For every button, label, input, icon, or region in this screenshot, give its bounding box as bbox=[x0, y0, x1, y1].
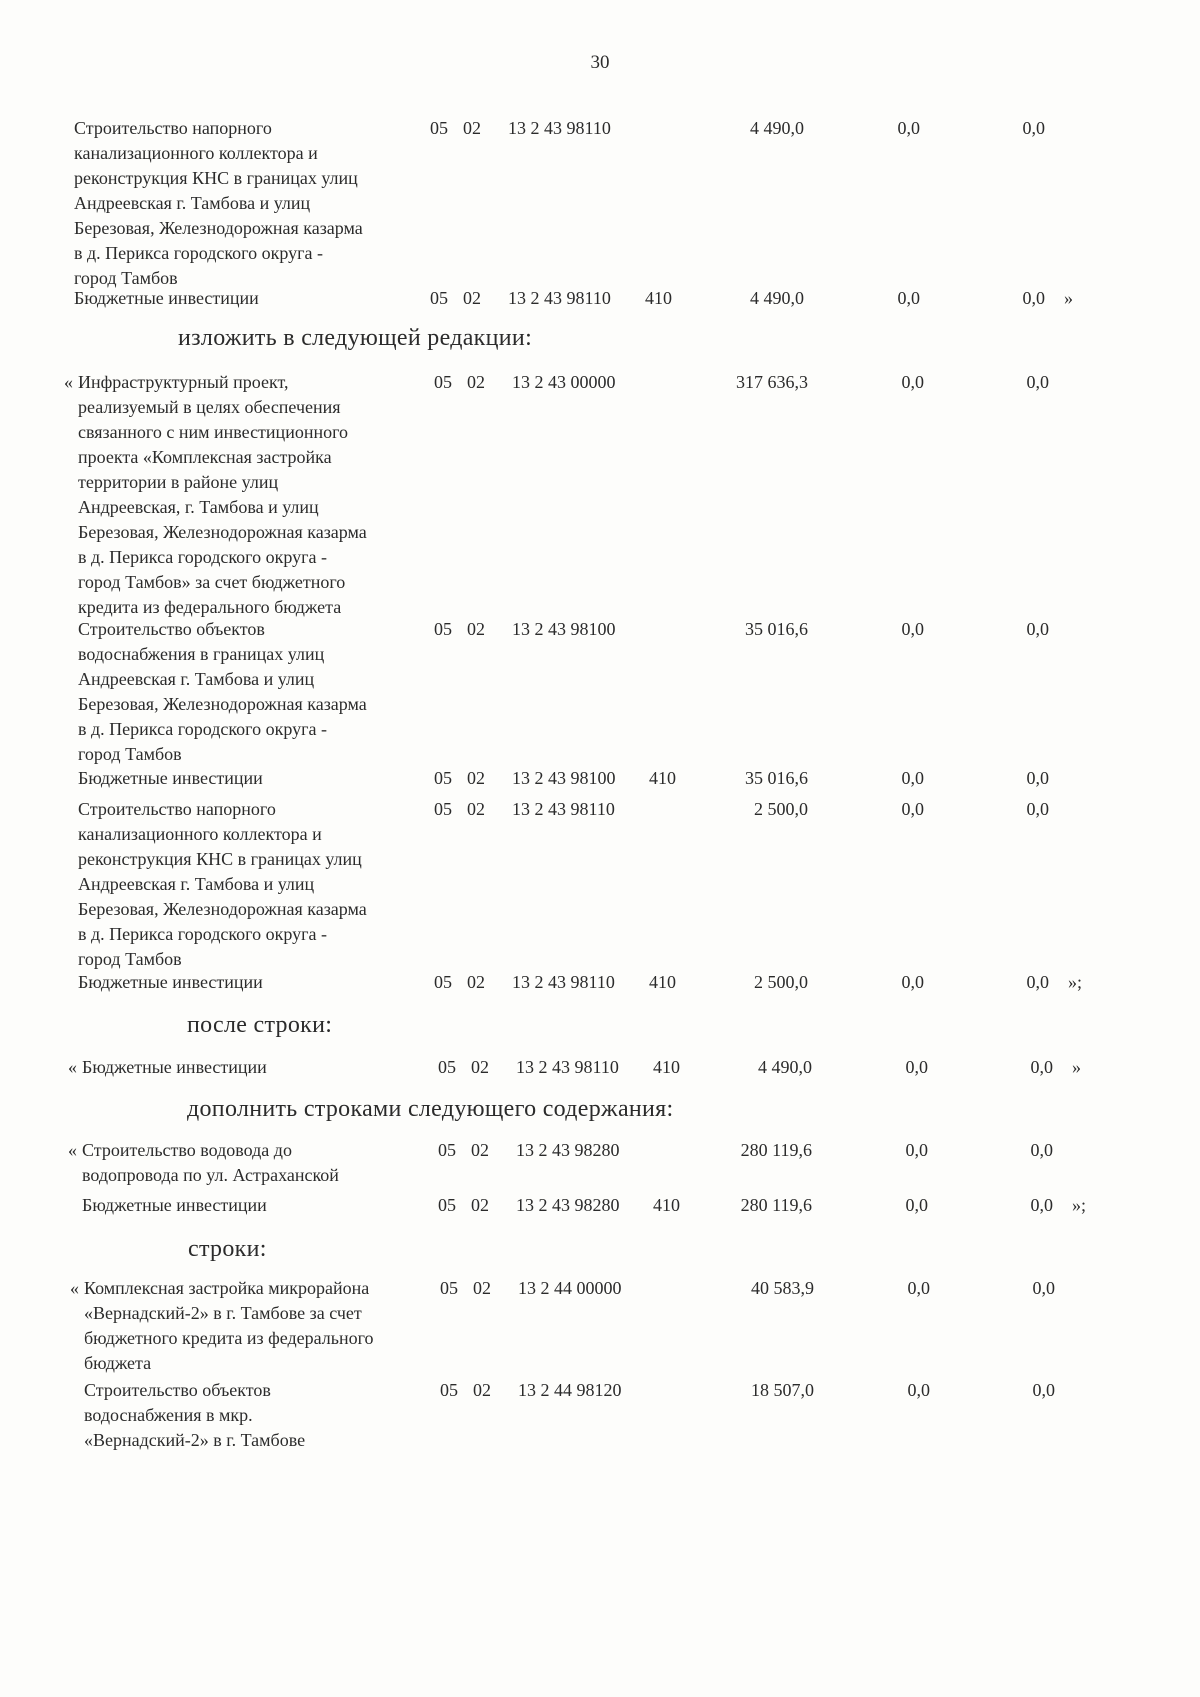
row-name: Строительство напорного канализационного коллектора и реконструкция КНС в границах улиц Андреевская г. Тамбова и улиц Березовая, Железнодорожная казарма в д. Перикса городского округа - город Тамбов bbox=[74, 118, 363, 288]
amount-year-2: 0,0 bbox=[905, 1057, 928, 1077]
subsection-code: 02 bbox=[467, 972, 485, 992]
section-code: 05 bbox=[434, 619, 452, 639]
amount-year-2: 0,0 bbox=[907, 1278, 930, 1298]
section-code: 05 bbox=[434, 768, 452, 788]
subsection-code: 02 bbox=[471, 1140, 489, 1160]
instruction-heading-add-rows: дополнить строками следующего содержания: bbox=[187, 1096, 674, 1122]
closing-quote: » bbox=[1064, 288, 1073, 308]
amount-year-1: 317 636,3 bbox=[736, 372, 808, 392]
row-name: Бюджетные инвестиции bbox=[78, 972, 263, 992]
amount-year-3: 0,0 bbox=[1030, 1195, 1053, 1215]
opening-quote: « bbox=[68, 1057, 77, 1077]
expense-type-code: 410 bbox=[649, 972, 676, 992]
amount-year-1: 4 490,0 bbox=[750, 288, 804, 308]
amount-year-2: 0,0 bbox=[897, 118, 920, 138]
amount-year-2: 0,0 bbox=[901, 972, 924, 992]
amount-year-3: 0,0 bbox=[1022, 288, 1045, 308]
amount-year-3: 0,0 bbox=[1032, 1278, 1055, 1298]
amount-year-1: 4 490,0 bbox=[758, 1057, 812, 1077]
amount-year-3: 0,0 bbox=[1030, 1140, 1053, 1160]
section-code: 05 bbox=[440, 1380, 458, 1400]
subsection-code: 02 bbox=[467, 372, 485, 392]
row-name: Комплексная застройка микрорайона «Вернадский-2» в г. Тамбове за счет бюджетного кредита из федерального бюджета bbox=[84, 1278, 374, 1373]
section-code: 05 bbox=[440, 1278, 458, 1298]
row-name: Бюджетные инвестиции bbox=[78, 768, 263, 788]
target-article-code: 13 2 44 00000 bbox=[518, 1278, 622, 1298]
section-code: 05 bbox=[434, 799, 452, 819]
amount-year-1: 40 583,9 bbox=[751, 1278, 814, 1298]
page-number: 30 bbox=[590, 52, 610, 73]
amount-year-3: 0,0 bbox=[1026, 768, 1049, 788]
target-article-code: 13 2 43 98110 bbox=[512, 972, 615, 992]
row-name: Строительство объектов водоснабжения в границах улиц Андреевская г. Тамбова и улиц Березовая, Железнодорожная казарма в д. Перикса городского округа - город Тамбов bbox=[78, 619, 367, 764]
amount-year-2: 0,0 bbox=[905, 1140, 928, 1160]
row-name: Инфраструктурный проект, реализуемый в целях обеспечения связанного с ним инвестиционного проекта «Комплексная застройка территории в районе улиц Андреевская, г. Тамбова и улиц Березовая, Железнодорожная казарма в д. Перикса городского округа - город Тамбов» за счет бюджетного кредита из федерального бюджета bbox=[78, 372, 367, 617]
target-article-code: 13 2 43 98100 bbox=[512, 619, 616, 639]
amount-year-3: 0,0 bbox=[1032, 1380, 1055, 1400]
amount-year-2: 0,0 bbox=[901, 799, 924, 819]
target-article-code: 13 2 43 98110 bbox=[508, 288, 611, 308]
section-code: 05 bbox=[434, 372, 452, 392]
amount-year-1: 2 500,0 bbox=[754, 799, 808, 819]
subsection-code: 02 bbox=[467, 799, 485, 819]
amount-year-2: 0,0 bbox=[901, 372, 924, 392]
amount-year-3: 0,0 bbox=[1026, 619, 1049, 639]
amount-year-2: 0,0 bbox=[901, 768, 924, 788]
amount-year-1: 35 016,6 bbox=[745, 619, 808, 639]
subsection-code: 02 bbox=[467, 768, 485, 788]
amount-year-3: 0,0 bbox=[1022, 118, 1045, 138]
row-name: Строительство водовода до водопровода по ул. Астраханской bbox=[82, 1140, 339, 1185]
amount-year-3: 0,0 bbox=[1026, 799, 1049, 819]
target-article-code: 13 2 43 98280 bbox=[516, 1195, 620, 1215]
target-article-code: 13 2 43 98110 bbox=[508, 118, 611, 138]
section-code: 05 bbox=[438, 1140, 456, 1160]
instruction-heading-replace: изложить в следующей редакции: bbox=[178, 325, 533, 351]
expense-type-code: 410 bbox=[645, 288, 672, 308]
section-code: 05 bbox=[434, 972, 452, 992]
expense-type-code: 410 bbox=[653, 1057, 680, 1077]
subsection-code: 02 bbox=[471, 1057, 489, 1077]
section-code: 05 bbox=[438, 1195, 456, 1215]
subsection-code: 02 bbox=[463, 118, 481, 138]
row-name: Бюджетные инвестиции bbox=[82, 1057, 267, 1077]
amount-year-1: 18 507,0 bbox=[751, 1380, 814, 1400]
row-name: Бюджетные инвестиции bbox=[74, 288, 259, 308]
row-name: Строительство объектов водоснабжения в мкр. «Вернадский-2» в г. Тамбове bbox=[84, 1380, 306, 1450]
section-code: 05 bbox=[438, 1057, 456, 1077]
row-name: Строительство напорного канализационного коллектора и реконструкция КНС в границах улиц Андреевская г. Тамбова и улиц Березовая, Железнодорожная казарма в д. Перикса городского округа - город Тамбов bbox=[78, 799, 367, 969]
amount-year-3: 0,0 bbox=[1030, 1057, 1053, 1077]
amount-year-2: 0,0 bbox=[905, 1195, 928, 1215]
target-article-code: 13 2 43 98280 bbox=[516, 1140, 620, 1160]
amount-year-2: 0,0 bbox=[901, 619, 924, 639]
amount-year-2: 0,0 bbox=[907, 1380, 930, 1400]
amount-year-1: 280 119,6 bbox=[740, 1140, 812, 1160]
subsection-code: 02 bbox=[467, 619, 485, 639]
subsection-code: 02 bbox=[473, 1380, 491, 1400]
amount-year-1: 2 500,0 bbox=[754, 972, 808, 992]
target-article-code: 13 2 43 98100 bbox=[512, 768, 616, 788]
closing-quote: »; bbox=[1068, 972, 1083, 992]
target-article-code: 13 2 44 98120 bbox=[518, 1380, 622, 1400]
amount-year-1: 35 016,6 bbox=[745, 768, 808, 788]
opening-quote: « bbox=[68, 1140, 77, 1160]
amount-year-1: 280 119,6 bbox=[740, 1195, 812, 1215]
section-code: 05 bbox=[430, 288, 448, 308]
instruction-heading-after-row: после строки: bbox=[187, 1012, 333, 1038]
subsection-code: 02 bbox=[463, 288, 481, 308]
expense-type-code: 410 bbox=[653, 1195, 680, 1215]
closing-quote: » bbox=[1072, 1057, 1081, 1077]
opening-quote: « bbox=[64, 372, 73, 392]
instruction-heading-rows: строки: bbox=[188, 1236, 267, 1262]
amount-year-3: 0,0 bbox=[1026, 972, 1049, 992]
target-article-code: 13 2 43 98110 bbox=[516, 1057, 619, 1077]
target-article-code: 13 2 43 98110 bbox=[512, 799, 615, 819]
section-code: 05 bbox=[430, 118, 448, 138]
closing-quote: »; bbox=[1072, 1195, 1087, 1215]
opening-quote: « bbox=[70, 1278, 79, 1298]
subsection-code: 02 bbox=[471, 1195, 489, 1215]
expense-type-code: 410 bbox=[649, 768, 676, 788]
amount-year-1: 4 490,0 bbox=[750, 118, 804, 138]
subsection-code: 02 bbox=[473, 1278, 491, 1298]
row-name: Бюджетные инвестиции bbox=[82, 1195, 267, 1215]
target-article-code: 13 2 43 00000 bbox=[512, 372, 616, 392]
amount-year-2: 0,0 bbox=[897, 288, 920, 308]
amount-year-3: 0,0 bbox=[1026, 372, 1049, 392]
